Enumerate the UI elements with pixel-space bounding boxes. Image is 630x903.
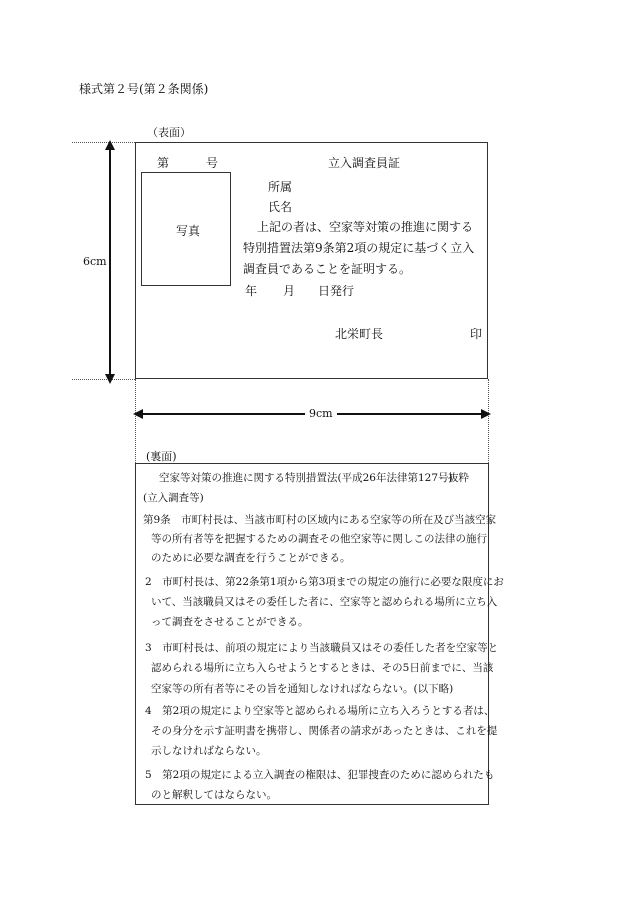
card-title: 立入調査員証: [328, 156, 401, 170]
paragraph-line: のと解釈してはならない。: [151, 789, 277, 801]
height-dimension-label: 6cm: [83, 255, 107, 268]
photo-label: 写真: [176, 224, 201, 238]
certification-text-line: 特別措置法第9条第2項の規定に基づく立入: [243, 241, 475, 255]
article-line: 第9条 市町村長は、当該市町村の区域内にある空家等の所在及び当該空家: [143, 514, 497, 526]
form-title: 様式第２号(第２条関係): [79, 82, 209, 96]
date-day-issued-label: 日発行: [318, 284, 355, 298]
number-prefix: 第: [157, 156, 170, 170]
article-line: 等の所有者等を把握するための調査その他空家等に関しこの法律の施行: [151, 533, 487, 545]
paragraph-line: その身分を示す証明書を携帯し、関係者の請求があったときは、これを提: [151, 725, 498, 737]
section-subheading: (立入調査等): [143, 492, 204, 504]
paragraph-line: 5 第2項の規定による立入調査の権限は、犯罪捜査のために認められたも: [145, 769, 495, 781]
number-suffix: 号: [206, 156, 219, 170]
name-label: 氏名: [268, 200, 293, 214]
certification-text-line: 調査員であることを証明する。: [243, 262, 412, 276]
paragraph-line: 認められる場所に立ち入らせようとするときは、その5日前までに、当該: [151, 662, 494, 674]
paragraph-line: って調査をさせることができる。: [151, 616, 309, 628]
paragraph-line: いて、当該職員又はその委任した者に、空家等と認められる場所に立ち入: [151, 596, 498, 608]
article-line: のために必要な調査を行うことができる。: [151, 552, 351, 564]
date-month-label: 月: [283, 284, 296, 298]
front-side-label: （表面）: [147, 126, 191, 139]
date-year-label: 年: [245, 284, 258, 298]
paragraph-line: 空家等の所有者等にその旨を通知しなければならない。(以下略): [151, 683, 454, 695]
width-dimension-label: 9cm: [305, 407, 337, 420]
paragraph-line: 4 第2項の規定により空家等と認められる場所に立ち入ろうとする者は、: [145, 705, 495, 717]
seal-label: 印: [470, 327, 483, 341]
issuer-name: 北栄町長: [335, 327, 384, 341]
affiliation-label: 所属: [268, 180, 293, 194]
certification-text-line: 上記の者は、空家等対策の推進に関する: [257, 220, 474, 234]
law-heading: 空家等対策の推進に関する特別措置法(平成26年法律第127号): [159, 472, 453, 484]
paragraph-line: 2 市町村長は、第22条第1項から第3項までの規定の施行に必要な限度にお: [145, 576, 504, 588]
paragraph-line: 3 市町村長は、前項の規定により当該職員又はその委任した者を空家等と: [145, 642, 499, 654]
back-side-label: (裏面): [146, 450, 177, 463]
excerpt-label: 抜粋: [448, 472, 469, 484]
paragraph-line: 示しなければならない。: [151, 745, 267, 757]
